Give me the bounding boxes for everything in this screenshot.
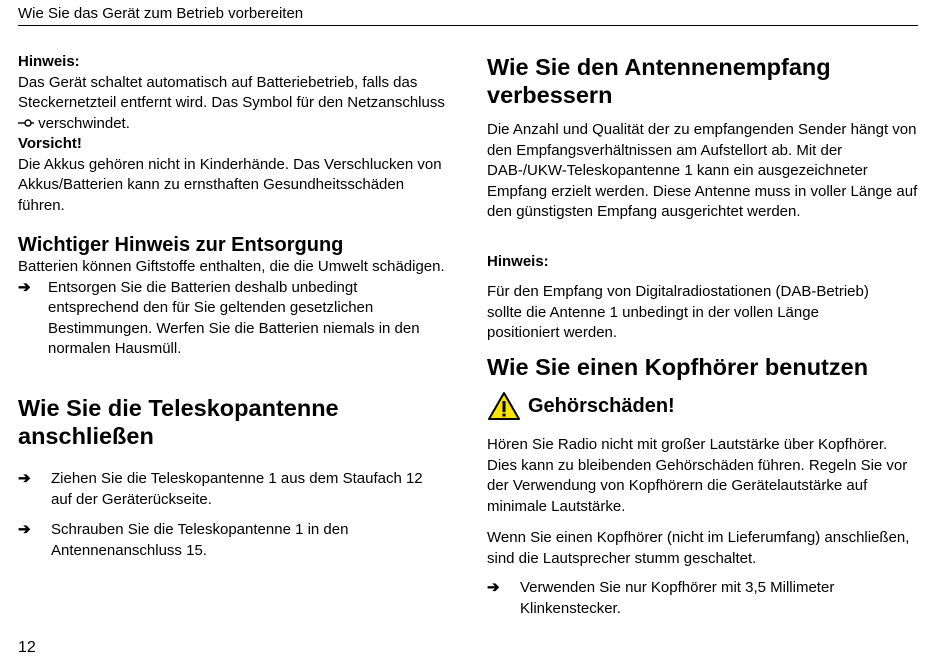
entsorgung-text: Batterien können Giftstoffe enthalten, die die Umwelt schädigen. (18, 258, 445, 275)
kopfhoerer-bullet (487, 578, 919, 619)
vorsicht-text: Die Akkus gehören nicht in Kinderhände. Das Verschlucken von Akkus/Batterien kann zu ernsthaften Gesundheitsschäden führen. (18, 155, 442, 214)
right-hinweis-body (487, 282, 887, 344)
right-hinweis-label: Hinweis: (487, 253, 549, 270)
antenne-bullet-2-text: Schrauben Sie die Teleskopantenne 1 in den Antennenanschluss 15. (51, 521, 349, 559)
antenne-bullet-2 (18, 520, 428, 561)
warning-triangle-icon (487, 391, 521, 421)
antenne-bullet-1-text: Ziehen Sie die Teleskopantenne 1 aus dem Staufach 12 auf der Geräterückseite. (51, 470, 423, 508)
warning-text: Hören Sie Radio nicht mit großer Lautstärke über Kopfhörer. Dies kann zu bleibenden Gehörschäden führen. Regeln Sie vor der Verwendung von Kopfhörern die Gerätelautstärke auf minimale Lautstärke. (487, 436, 908, 515)
kopfhoerer-heading: Wie Sie einen Kopfhörer benutzen (487, 354, 869, 380)
plug-icon (18, 114, 34, 135)
arrow-bullet-icon: ➔ (18, 278, 31, 296)
running-header (18, 5, 918, 26)
warning-heading: Gehörschäden! (528, 395, 675, 417)
hinweis-section (18, 52, 446, 216)
hinweis-text-part-b: verschwindet. (38, 114, 130, 132)
kopfhoerer-text: Wenn Sie einen Kopfhörer (nicht im Lieferumfang) anschließen, sind die Lautsprecher stumm geschaltet. (487, 529, 910, 567)
right-hinweis-text: Für den Empfang von Digitalradiostationen (DAB-Betrieb) sollte die Antenne 1 unbedingt in der vollen Länge positioniert werden. (487, 283, 869, 341)
hinweis-text-part-a: Das Gerät schaltet automatisch auf Batteriebetrieb, falls das Steckernetzteil entfernt wird. Das Symbol für den Netzanschluss (18, 73, 445, 111)
entsorgung-section (18, 233, 446, 360)
entsorgung-heading: Wichtiger Hinweis zur Entsorgung (18, 234, 344, 256)
header-title: Wie Sie das Gerät zum Betrieb vorbereiten (18, 5, 304, 22)
kopfhoerer-bullet-list (487, 578, 919, 619)
kopfhoerer-section (487, 353, 919, 381)
warning-box (487, 391, 919, 421)
right-hinweis (487, 252, 919, 273)
empfang-body (487, 120, 919, 223)
page-number: 12 (18, 639, 36, 656)
antenne-bullet-list (18, 469, 428, 561)
empfang-text: Die Anzahl und Qualität der zu empfangenden Sender hängt von den Empfangsverhältnissen am Aufstellort ab. Mit der DAB-/UKW-Teleskopantenne 1 kann ein ausgezeichneter Empfang erzielt werden. Diese Antenne muss in voller Länge auf den günstigsten Empfang ausgerichtet werden. (487, 121, 918, 220)
vorsicht-label: Vorsicht! (18, 135, 82, 152)
warning-body (487, 435, 912, 517)
empfang-section (487, 53, 897, 109)
hinweis-text (18, 73, 446, 135)
entsorgung-bullet-text: Entsorgen Sie die Batterien deshalb unbedingt entsprechend den für Sie geltenden gesetzlichen Bestimmungen. Werfen Sie die Batterien niemals in den normalen Hausmüll. (48, 278, 420, 357)
antenne-bullet-1 (18, 469, 428, 510)
arrow-bullet-icon: ➔ (18, 470, 31, 487)
antenne-heading: Wie Sie die Teleskopantenne anschließen (18, 395, 339, 449)
empfang-heading: Wie Sie den Antennenempfang verbessern (487, 54, 831, 108)
antenne-section (18, 394, 418, 450)
arrow-bullet-icon: ➔ (487, 579, 500, 596)
kopfhoerer-body (487, 528, 912, 569)
arrow-bullet-icon: ➔ (18, 521, 31, 538)
kopfhoerer-bullet-text: Verwenden Sie nur Kopfhörer mit 3,5 Millimeter Klinkenstecker. (520, 579, 835, 617)
entsorgung-bullet (18, 278, 446, 360)
hinweis-label: Hinweis: (18, 53, 80, 70)
